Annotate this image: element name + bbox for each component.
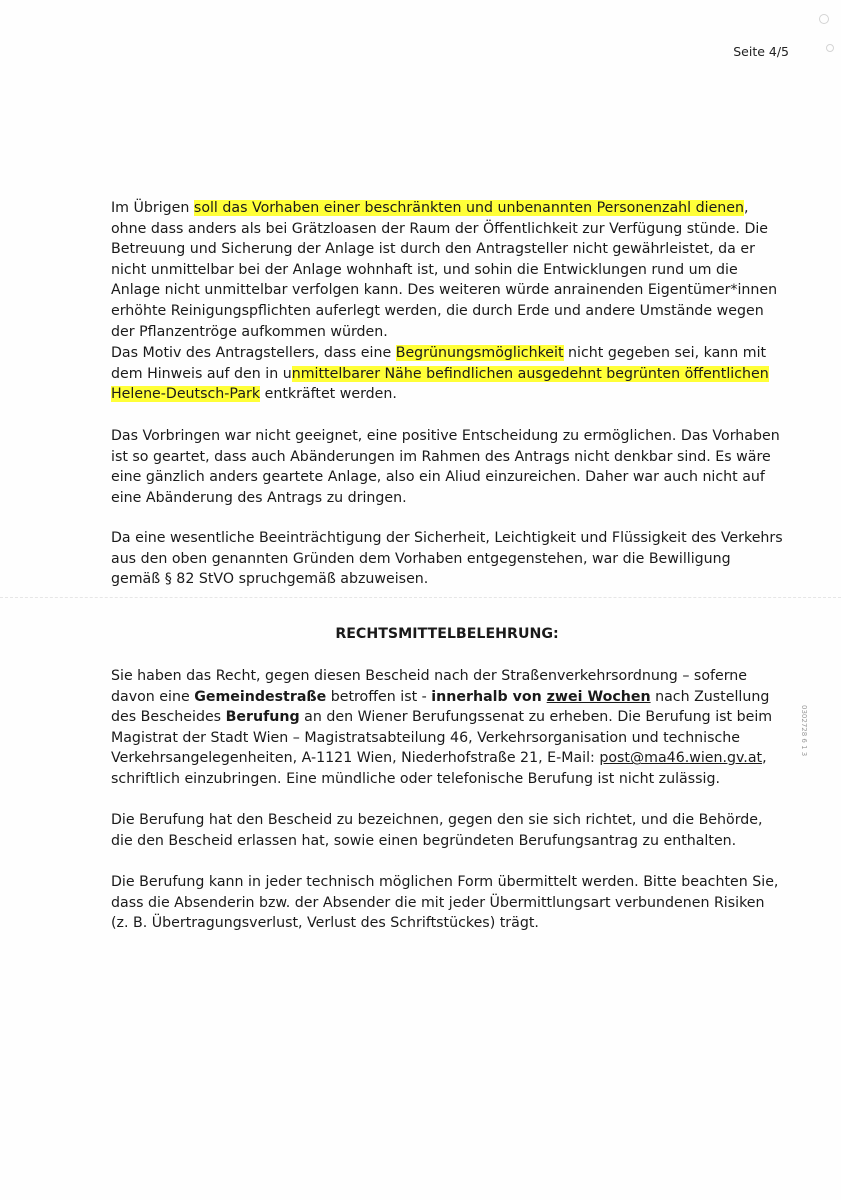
paragraph-motive: [111, 343, 783, 405]
text-run: betroffen ist -: [326, 688, 432, 705]
paragraph-usage: [111, 198, 783, 342]
section-heading: RECHTSMITTELBELEHRUNG:: [335, 626, 559, 642]
text-run: , schriftlich einzubringen. Eine mündliche oder telefonische Berufung ist nicht zulässig.: [111, 750, 767, 787]
text-run: nach Zustellung des Bescheides: [111, 688, 770, 726]
bold-underlined-text: zwei Wochen: [546, 688, 651, 705]
scan-fold-line: [0, 597, 841, 598]
paragraph-conclusion: Da eine wesentliche Beeinträchtigung der Sicherheit, Leichtigkeit und Flüssigkeit des Verkehrs aus den oben genannten Gründen dem Vorhaben entgegenstehen, war die Bewilligung gemäß § 82 StVO spruchgemäß abzuweisen.: [111, 530, 783, 588]
paragraph-appeal-content: Die Berufung hat den Bescheid zu bezeichnen, gegen den sie sich richtet, und die Behörde, die den Bescheid erlassen hat, sowie einen begründeten Berufungsantrag zu enthalten.: [111, 812, 763, 849]
paragraph-appeal-right: [111, 666, 783, 790]
side-margin-mark: 0302728 6 1 3: [800, 705, 808, 757]
bold-text: innerhalb von: [431, 688, 547, 705]
text-run: Das Motiv des Antragstellers, dass eine: [111, 345, 396, 361]
highlighted-text: soll das Vorhaben einer beschränkten und unbenannten Personenzahl dienen: [193, 200, 745, 216]
highlighted-text: nmittelbarer Nähe befindlichen ausgedehnt begrünten öffentlichen Helene-Deutsch-Park: [111, 365, 769, 403]
text-run: an den Wiener Berufungssenat zu erheben. Die Berufung ist beim Magistrat der Stadt Wien – Magistratsabteilung 46, Verkehrsorganisation und technische Verkehrsangelegenheiten, A-1121 Wien, Niederhofstraße 21, E-Mail:: [111, 709, 773, 767]
paragraph-transmission: Die Berufung kann in jeder technisch möglichen Form übermittelt werden. Bitte beachten Sie, dass die Absenderin bzw. der Absender die mit jeder Übermittlungsart verbundenen Risiken (z. B. Übertragungsverlust, Verlust des Schriftstückes) trägt.: [111, 874, 779, 932]
bold-text: Berufung: [225, 709, 300, 726]
text-run: , ohne dass anders als bei Grätzloasen der Raum der Öffentlichkeit zur Verfügung stünde. Die Betreuung und Sicherung der Anlage ist durch den Antragsteller nicht gewährleistet, da er nicht unmittelbar bei der Anlage wohnhaft ist, und sohin die Entwicklungen rund um die Anlage nicht unmittelbar verfolgen kann. Des weiteren würde anrainenden Eigentümer*innen erhöhte Reinigungspflichten auferlegt werden, die durch Erde und andere Umstände wegen der Pflanzentröge aufkommen würden.: [111, 200, 778, 340]
text-run: Sie haben das Recht, gegen diesen Bescheid nach der Straßenverkehrsordnung – soferne davon eine: [111, 668, 748, 705]
scan-dot-mark: [826, 44, 834, 52]
email-address: post@ma46.wien.gv.at: [599, 750, 763, 767]
paragraph-assessment: Das Vorbringen war nicht geeignet, eine positive Entscheidung zu ermöglichen. Das Vorhaben ist so geartet, dass auch Abänderungen im Rahmen des Antrags nicht denkbar sind. Es wäre eine gänzlich anders geartete Anlage, also ein Aliud einzureichen. Daher war auch nicht auf eine Abänderung des Antrags zu dringen.: [111, 428, 780, 506]
text-run: nicht gegeben sei, kann mit dem Hinweis auf den in u: [111, 345, 767, 382]
bold-text: Gemeindestraße: [194, 688, 327, 705]
text-run: Im Übrigen: [111, 200, 194, 216]
page-number: Seite 4/5: [733, 44, 789, 59]
highlighted-text: Begrünungsmöglichkeit: [395, 345, 564, 361]
scan-dot-mark: [819, 14, 829, 24]
text-run: entkräftet werden.: [260, 386, 397, 403]
